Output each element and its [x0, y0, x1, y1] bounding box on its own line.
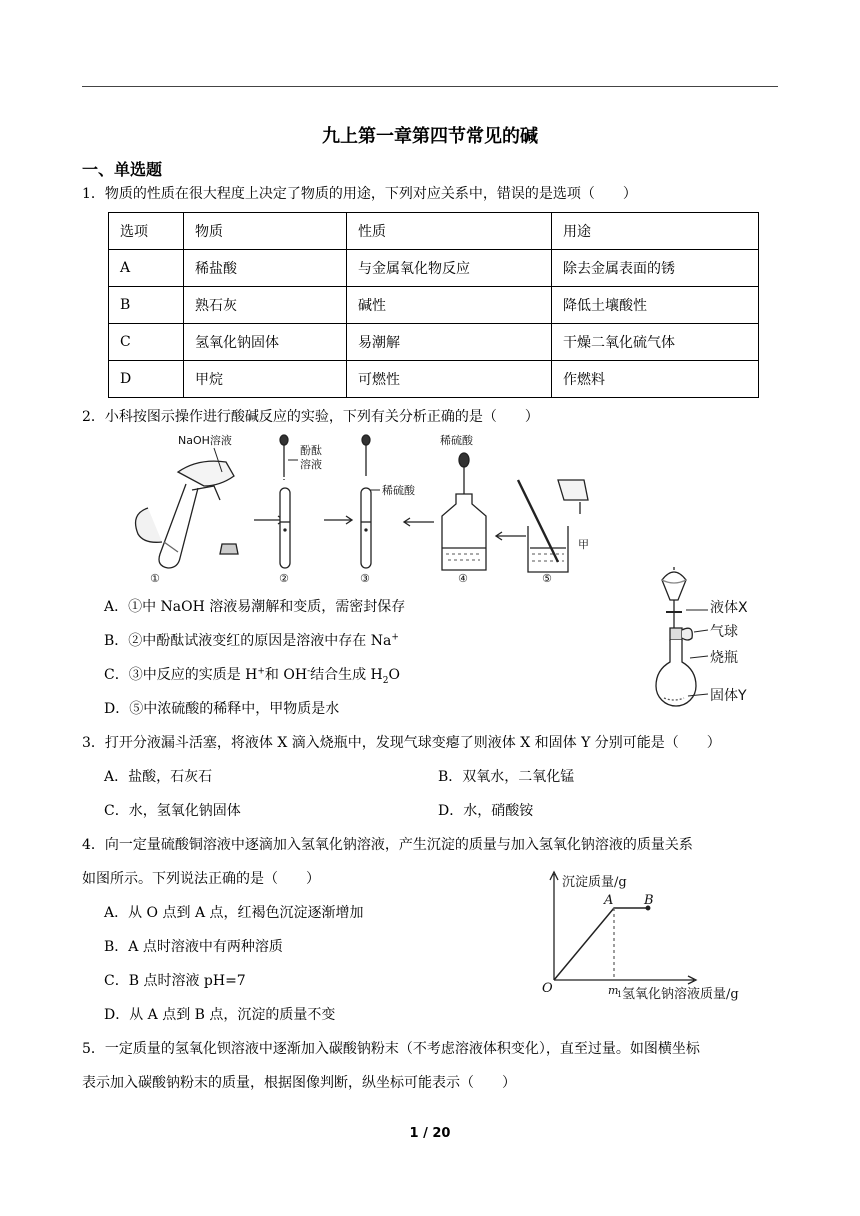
table-header-cell: 选项	[109, 213, 184, 250]
q1-stem: 1．物质的性质在很大程度上决定了物质的用途，下列对应关系中，错误的是选项（ ）	[82, 186, 637, 202]
q2-option-b	[104, 631, 399, 651]
q5-stem-line1: 5．一定质量的氢氧化钡溶液中逐渐加入碳酸钠粉末（不考虑溶液体积变化），直至过量。如图横坐标	[82, 1041, 700, 1057]
q3-apparatus-figure	[648, 566, 768, 716]
balloon-icon	[682, 628, 692, 640]
header-rule	[82, 86, 778, 87]
q4-option-a: A．从 O 点到 A 点，红褐色沉淀逐渐增加	[104, 905, 364, 921]
table-header-cell: 性质	[347, 213, 552, 250]
q2-option-c-text: 结合生成 H	[310, 667, 383, 683]
q2-option-b-text: B．②中酚酞试液变红的原因是溶液中存在 Na	[104, 633, 392, 649]
solid-y-label: 固体Y	[710, 688, 747, 704]
acid-top-label: 稀硫酸	[440, 434, 473, 447]
table-cell: 稀盐酸	[184, 250, 347, 287]
q4-stem-line1: 4．向一定量硫酸铜溶液中逐滴加入氢氧化钠溶液，产生沉淀的质量与加入氢氧化钠溶液的质量关系	[82, 837, 693, 853]
arrow-left-icon	[404, 518, 434, 526]
table-cell: 除去金属表面的锈	[552, 250, 759, 287]
step2-tube-illustration	[280, 435, 290, 568]
step-number: ②	[279, 572, 289, 585]
q4-precipitate-graph	[538, 868, 778, 1004]
q4-option-c: C．B 点时溶液 pH=7	[104, 973, 246, 989]
q2-experiment-figure	[118, 430, 608, 586]
q4-stem-line2: 如图所示。下列说法正确的是（ ）	[82, 871, 320, 887]
superscript: +	[257, 666, 265, 677]
liquid-x-label: 液体X	[710, 600, 748, 616]
naoh-label: NaOH溶液	[178, 434, 232, 447]
superscript: +	[391, 632, 399, 643]
step4-bottle-illustration	[442, 453, 486, 570]
table-cell: 氢氧化钠固体	[184, 324, 347, 361]
q4-option-b: B．A 点时溶液中有两种溶质	[104, 939, 283, 955]
table-row	[109, 361, 759, 398]
table-header-row	[109, 213, 759, 250]
q2-option-c	[104, 665, 400, 685]
section-heading: 一、单选题	[82, 160, 163, 179]
table-cell: 碱性	[347, 287, 552, 324]
separatory-funnel	[662, 572, 686, 600]
q2-option-a: A．①中 NaOH 溶液易潮解和变质，需密封保存	[104, 599, 406, 615]
table-cell: 干燥二氧化硫气体	[552, 324, 759, 361]
point-a-label: A	[604, 893, 614, 908]
step-number: ④	[458, 572, 468, 585]
table-cell: 熟石灰	[184, 287, 347, 324]
step-number: ⑤	[542, 572, 552, 585]
x-axis-label: 氢氧化钠溶液质量/g	[622, 987, 739, 1002]
table-row	[109, 250, 759, 287]
stopper-icon	[670, 628, 682, 640]
arrow-left-icon	[496, 532, 526, 540]
origin-label: O	[542, 981, 553, 996]
y-axis	[550, 872, 558, 980]
m1-subscript: 1	[617, 990, 623, 999]
q2-option-d: D．⑤中浓硫酸的稀释中，甲物质是水	[104, 701, 340, 717]
superscript: -	[307, 666, 311, 677]
stopper-icon	[220, 544, 238, 554]
q2-stem: 2．小科按图示操作进行酸碱反应的实验，下列有关分析正确的是（ ）	[82, 409, 539, 425]
x-axis	[554, 976, 696, 984]
table-cell: 降低土壤酸性	[552, 287, 759, 324]
table-cell: A	[109, 250, 184, 287]
q1-table	[108, 212, 759, 398]
table-cell: 作燃料	[552, 361, 759, 398]
table-header-cell: 物质	[184, 213, 347, 250]
q3-option-b: B．双氧水，二氧化锰	[438, 769, 575, 785]
acid-label: 稀硫酸	[382, 484, 415, 497]
q3-option-d: D．水，硝酸铵	[438, 803, 534, 819]
step5-beaker-illustration	[518, 480, 588, 572]
q2-option-c-text: O	[388, 667, 400, 683]
q2-option-c-text: 和 OH	[264, 667, 308, 683]
q2-option-c-text: C．③中反应的实质是 H	[104, 667, 258, 683]
q3-stem: 3．打开分液漏斗活塞，将液体 X 滴入烧瓶中，发现气球变瘪了则液体 X 和固体 Y 分别可能是（ ）	[82, 735, 721, 751]
table-cell: 易潮解	[347, 324, 552, 361]
phenol-label: 酚酞	[300, 444, 322, 457]
page-title: 九上第一章第四节常见的碱	[322, 126, 538, 147]
q4-option-d: D．从 A 点到 B 点，沉淀的质量不变	[104, 1007, 336, 1023]
arrow-right-icon	[324, 516, 352, 524]
q5-stem-line2: 表示加入碳酸钠粉末的质量，根据图像判断，纵坐标可能表示（ ）	[82, 1075, 516, 1091]
y-axis-label: 沉淀质量/g	[562, 875, 627, 890]
step-number: ③	[360, 572, 370, 585]
table-cell: 可燃性	[347, 361, 552, 398]
table-cell: 甲烷	[184, 361, 347, 398]
step-number: ①	[150, 572, 160, 585]
point-b-label: B	[644, 893, 654, 908]
table-cell: D	[109, 361, 184, 398]
table-header-cell: 用途	[552, 213, 759, 250]
subscript: 2	[382, 675, 389, 686]
table-cell: B	[109, 287, 184, 324]
step1-pouring-illustration	[136, 461, 234, 568]
jia-label: 甲	[578, 538, 589, 551]
balloon-label: 气球	[710, 624, 738, 640]
step3-tube-illustration	[361, 435, 371, 568]
table-row	[109, 287, 759, 324]
q3-option-c: C．水，氢氧化钠固体	[104, 803, 241, 819]
table-cell: 与金属氧化物反应	[347, 250, 552, 287]
flask-label: 烧瓶	[710, 650, 738, 666]
table-row	[109, 324, 759, 361]
q3-option-a: A．盐酸，石灰石	[104, 769, 213, 785]
precipitate-curve	[554, 908, 648, 980]
m1-label: m	[608, 984, 619, 997]
page-number: 1 / 20	[409, 1126, 451, 1141]
phenol-label-2: 溶液	[300, 458, 322, 471]
table-cell: C	[109, 324, 184, 361]
